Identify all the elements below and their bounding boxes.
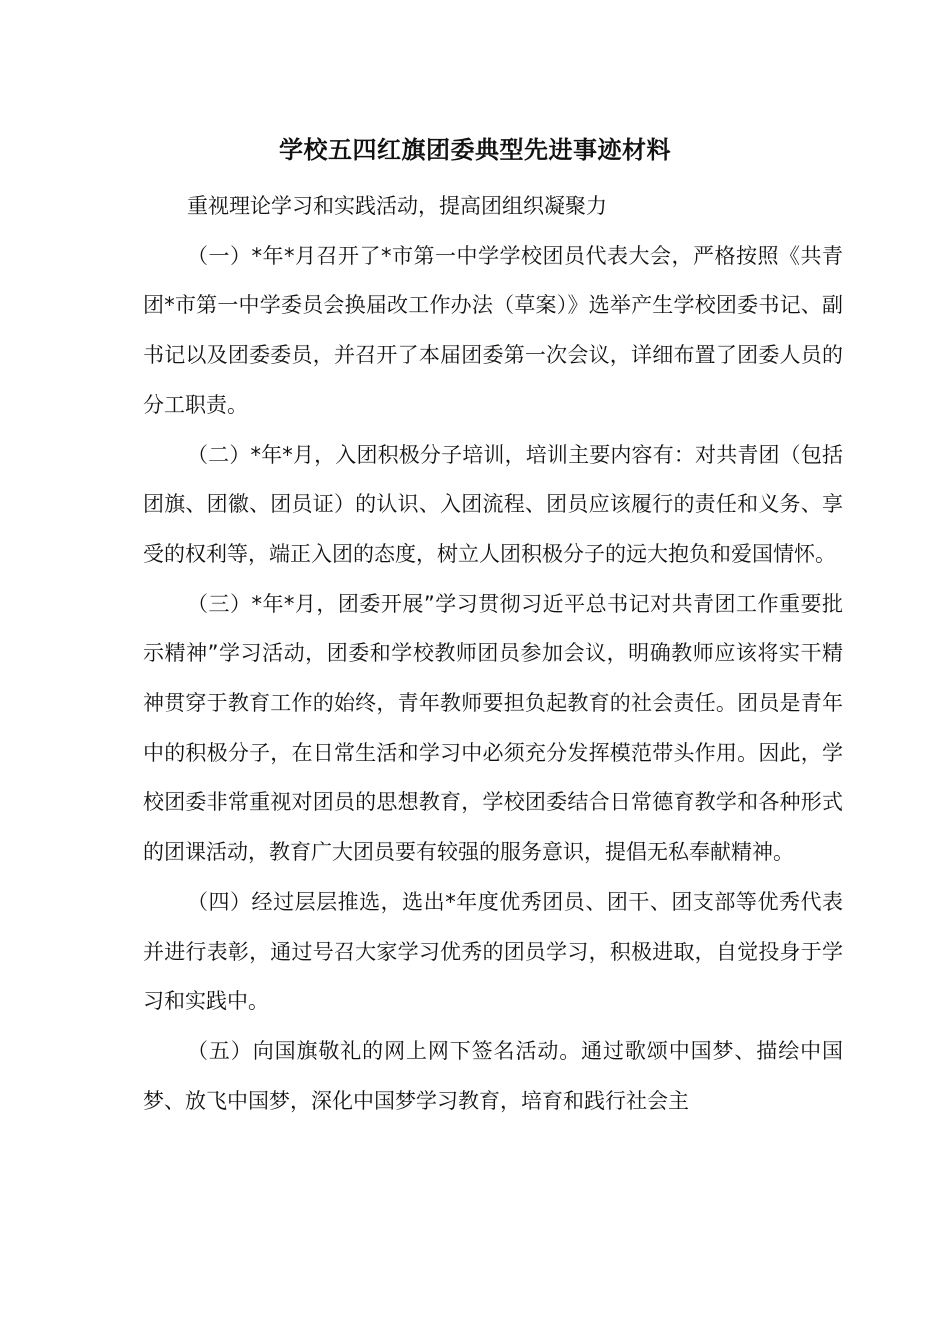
paragraph-2: （二）*年*月，入团积极分子培训，培训主要内容有：对共青团（包括团旗、团徽、团员证）的认识、入团流程、团员应该履行的责任和义务、享受的权利等，端正入团的态度，树立人团积极分子的远大抱负和爱国情怀。 xyxy=(143,442,843,566)
paragraph-subheading: 重视理论学习和实践活动，提高团组织凝聚力 xyxy=(187,194,607,218)
document-body xyxy=(143,182,843,1126)
paragraph-3: （三）*年*月，团委开展”学习贯彻习近平总书记对共青团工作重要批示精神”学习活动，团委和学校教师团员参加会议，明确教师应该将实干精神贯穿于教育工作的始终，青年教师要担负起教育的社会责任。团员是青年中的积极分子，在日常生活和学习中必须充分发挥模范带头作用。因此，学校团委非常重视对团员的思想教育，学校团委结合日常德育教学和各种形式的团课活动，教育广大团员要有较强的服务意识，提倡无私奉献精神。 xyxy=(143,591,843,865)
paragraph-4: （四）经过层层推选，选出*年度优秀团员、团干、团支部等优秀代表并进行表彰，通过号召大家学习优秀的团员学习，积极进取，自觉投身于学习和实践中。 xyxy=(143,889,843,1014)
paragraph-1: （一）*年*月召开了*市第一中学学校团员代表大会，严格按照《共青团*市第一中学委员会换届改工作办法（草案）》选举产生学校团委书记、副书记以及团委委员，并召开了本届团委第一次会议，详细布置了团委人员的分工职责。 xyxy=(143,243,843,417)
document-title: 学校五四红旗团委典型先进事迹材料 xyxy=(279,136,671,164)
paragraph-5: （五）向国旗敬礼的网上网下签名活动。通过歌颂中国梦、描绘中国梦、放飞中国梦，深化中国梦学习教育，培育和践行社会主 xyxy=(143,1038,843,1113)
